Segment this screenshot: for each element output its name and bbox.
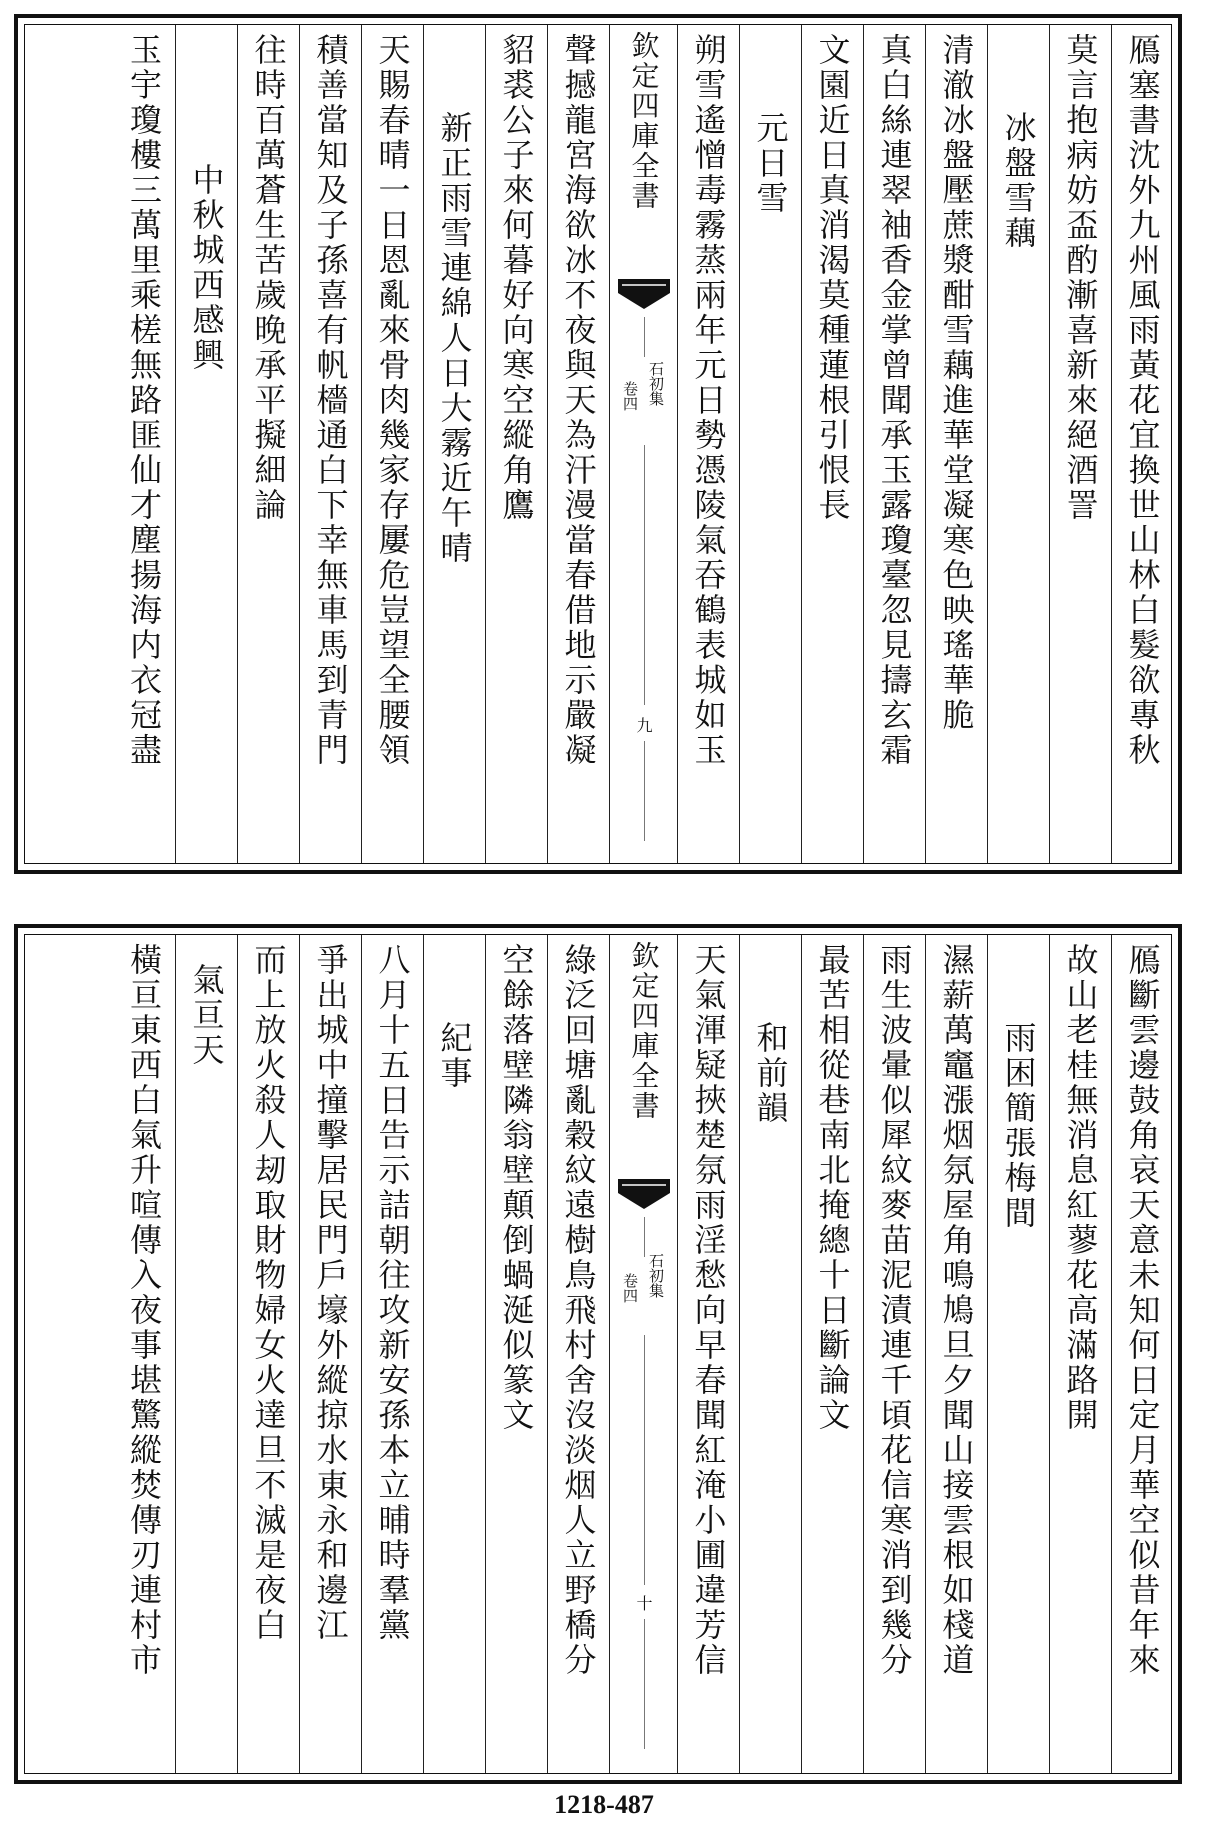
text-column: 往時百萬蒼生苦歲晚承平擬細論 [237,25,299,863]
volume-label: 卷四 [621,381,639,411]
text-column: 最苦相從巷南北掩總十日斷論文 [801,935,863,1773]
poem-title: 和前韻 [739,935,801,1773]
text-column: 貂裘公子來何暮好向寒空縱角鷹 [485,25,547,863]
text-column: 真白絲連翠袖香金掌曾聞承玉露瓊臺忽見擣玄霜 [863,25,925,863]
leaf-number: 十 [634,1595,653,1611]
book-spine [609,935,677,1773]
text-column: 濕薪萬竈漲烟氛屋角鳴鳩旦夕聞山接雲根如棧道 [925,935,987,1773]
collection-name: 石初集 [647,1253,665,1298]
page-frame [14,14,1182,874]
text-column: 鴈斷雲邊鼓角哀天意未知何日定月華空似昔年來 [1111,935,1173,1773]
top-page [0,0,1208,892]
poem-title: 元日雪 [739,25,801,863]
text-column: 清澈冰盤壓蔗漿酣雪藕進華堂凝寒色映瑤華脆 [925,25,987,863]
text-column: 橫亘東西白氣升喧傳入夜事堪驚縱焚傳刃連村市 [125,943,163,1678]
text-column: 天氣渾疑挾楚氛雨淫愁向早春聞紅淹小圃違芳信 [677,935,739,1773]
text-column: 莫言抱病妨盃酌漸喜新來絕酒詈 [1049,25,1111,863]
text-column: 綠泛回塘亂穀紋遠樹鳥飛村舍沒淡烟人立野橋分 [547,935,609,1773]
text-block [24,24,1172,864]
book-title: 欽定四庫全書 [627,941,661,1121]
book-title: 欽定四庫全書 [627,31,661,211]
text-column: 文園近日真消渴莫種蓮根引恨長 [801,25,863,863]
text-column: 爭出城中撞擊居民門戶壕外縱掠水東永和邊江 [299,935,361,1773]
text-column: 鴈塞書沈外九州風雨黃花宜換世山林白髮欲專秋 [1111,25,1173,863]
bottom-page [0,910,1208,1802]
text-column: 空餘落壁隣翁壁顛倒蝸涎似篆文 [485,935,547,1773]
text-column: 故山老桂無消息紅蓼花高滿路開 [1049,935,1111,1773]
book-spine [609,25,677,863]
text-column: 八月十五日告示詰朝往攻新安孫本立晡時羣黨 [361,935,423,1773]
page-number: 1218-487 [554,1790,654,1819]
poem-title: 新正雨雪連綿人日大霧近午晴 [423,25,485,863]
page-frame [14,924,1182,1784]
text-block [24,934,1172,1774]
text-column: 天賜春晴一日恩亂來骨肉幾家存屢危豈望全腰領 [361,25,423,863]
poem-title: 紀事 [423,935,485,1773]
text-column: 而上放火殺人刼取財物婦女火達旦不滅是夜白 [237,935,299,1773]
poem-title: 氣亘天 [175,935,237,1773]
poem-title: 雨困簡張梅間 [987,935,1049,1773]
poem-title: 中秋城西感興 [175,25,237,863]
volume-label: 卷四 [621,1273,639,1303]
text-column: 積善當知及子孫喜有帆檣通白下幸無車馬到青門 [299,25,361,863]
fishtail-mark-icon [618,279,670,311]
text-column: 聲撼龍宮海欲冰不夜與天為汗漫當春借地示嚴凝 [547,25,609,863]
fishtail-mark-icon [618,1179,670,1211]
text-column: 雨生波暈似犀紋麥苗泥漬連千頃花信寒消到幾分 [863,935,925,1773]
collection-name: 石初集 [647,361,665,406]
leaf-number: 九 [634,717,653,733]
text-column: 玉宇瓊樓三萬里乘槎無路匪仙才塵揚海内衣冠盡 [125,33,163,768]
poem-title: 冰盤雪藕 [987,25,1049,863]
text-column: 朔雪遙憎毒霧蒸兩年元日勢憑陵氣吞鶴表城如玉 [677,25,739,863]
